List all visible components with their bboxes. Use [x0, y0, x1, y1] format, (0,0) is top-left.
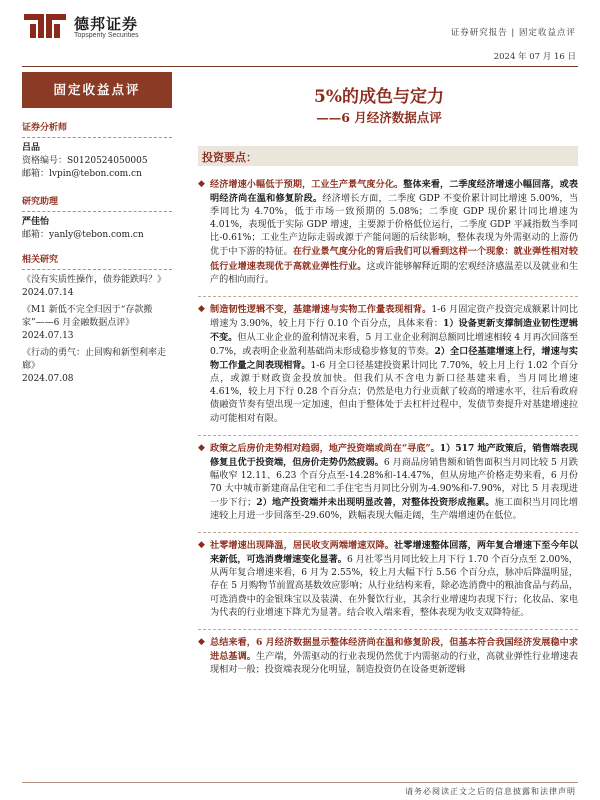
paragraph-text: 1-6 月全口径基建投资累计同比 7.70%，较上月上行 1.02 个百分点，或源于财政资金投放加快。但我们从不含电力新口径基建来看，当月同比增速 4.61%，较上月下行 0.28 个百分点；仍然是电力行业贡献了较高的增速水平，往后看政府债融资节奏有望出现一定加速，但由于整体处于去杠杆过程中，发债节奏提升对基建增速拉动可能相对有限。 [210, 361, 578, 424]
paragraph-text: 1-6 月固定资产投资完成额累计同比增速为 3.90%，较上月下行 0.10 个百分点，具体来看： [210, 304, 578, 329]
footer-divider [22, 782, 578, 783]
document-type: 证券研究报告 | 固定收益点评 [450, 28, 576, 38]
paragraph-lead: 制造韧性逻辑不变，基建增速与实物工作量表现相背。 [210, 303, 432, 315]
section-title: 投资要点： [202, 151, 257, 164]
brand-name-en: Topsperity Securities [74, 32, 139, 39]
paragraph-divider [198, 629, 578, 630]
diamond-bullet-icon: ◆ [198, 179, 205, 189]
diamond-bullet-icon: ◆ [198, 442, 205, 453]
related-date: 2024.07.14 [22, 288, 74, 298]
paragraph-text: 6 月商品房销售额和销售面积当月同比较 5 月跌幅收窄 12.11、6.23 个百分点至-14.28%和-14.47%，但从房地产价格走势来看，6 月份 70 大中城市新建商品住宅和二手住宅当月同比分别为-4.90%和-7.90%，对比 5 月表现进一步下行； [210, 457, 579, 508]
related-item[interactable] [22, 347, 172, 386]
paragraph-lead: 政策之后房价走势相对趋弱，地产投资端或尚在“寻底”。 [210, 442, 440, 454]
related-date: 2024.07.13 [22, 331, 74, 341]
highlight-paragraph [198, 636, 578, 677]
header-divider [22, 66, 578, 67]
investment-highlights [198, 178, 578, 686]
paragraph-text: 生产端，外需驱动的行业表现仍然优于内需驱动的行业，高就业弹性行业增速表现相对一般；投资端表现分化明显，制造投资仍在设备更新逻辑 [210, 651, 579, 675]
analyst-cert: 资格编号：S0120524050005 [22, 156, 148, 166]
paragraph-lead: 经济增速小幅低于预期，工业生产景气度分化。 [210, 179, 404, 190]
paragraph-bold: 在行业景气度分化的背后我们可以看到这样一个现象：就业弹性相对较低行业增速表现优于高就业弹性行业。 [210, 246, 579, 272]
related-title: 《M1 新低不完全归因于“存款搬家”——6 月金融数据点评》 [22, 305, 153, 328]
highlight-paragraph [198, 442, 578, 524]
highlight-paragraph [198, 303, 578, 426]
paragraph-text: 这或许能够解释近期的宏观经济感温差以及就业和生产的相向而行。 [210, 261, 579, 285]
paragraph-bold: 2）全口径基建增速上行，增速与实物工作量之间表现相背。 [210, 346, 578, 372]
paragraph-text: 6 月社零当月同比较上月下行 1.70 个百分点至 2.00%，从两年复合增速来看，6 月为 2.55%，较上月大幅下行 5.56 个百分点，脉冲后降温明显，存在 5 月购物节前置高基数效应影响；从行业结构来看，除必选消费中的粮油食品与药品，可选消费中的金银珠宝以及装潢、在外餐饮行业，其余行业增速均表现下行；化妆品、家电为代表的行业增速下降尤为显著。结合收入端来看，整体表现为收支双降特征。 [210, 555, 579, 618]
analyst-name: 吕品 [22, 143, 41, 153]
report-category-banner: 固定收益点评 [22, 72, 172, 108]
report-title: 5%的成色与定力 [314, 87, 444, 107]
assistant-email[interactable]: 邮箱：yanly@tebon.com.cn [22, 230, 144, 240]
paragraph-divider [198, 435, 578, 436]
highlight-paragraph [198, 539, 578, 620]
paragraph-text: 经济增长方面，二季度 GDP 不变价累计同比增速 5.00%，当季同比为 4.70%，低于市场一致预期的 5.08%；二季度 GDP 现价累计同比增速为 4.01%，表现低于实际 GDP 增速，主要源于价格低位运行，二季度 GDP 平减指数当季同比-0.61%；工业生产边际走弱或源于产能问题的后续影响，整体表现为外需驱动的上游仍优于中下游的特征。 [210, 194, 578, 258]
diamond-bullet-icon: ◆ [198, 636, 205, 647]
related-heading: 相关研究 [22, 254, 172, 270]
related-title: 《没有实质性操作，债券能跌吗？》 [22, 275, 167, 285]
related-title: 《行动的勇气：止回购和新型利率走廊》 [22, 348, 167, 371]
tebon-logo-icon [22, 12, 68, 40]
related-date: 2024.07.08 [22, 374, 74, 384]
paragraph-bold: 2）地产投资端并未出现明显改善，对整体投资形成拖累。 [256, 496, 495, 508]
paragraph-text: 施工面积当月同比增速较上月进一步回落至-29.60%，跌幅表现大幅走阔，生产端增速仍在低位。 [210, 497, 578, 522]
assistant-name: 严佳怡 [22, 217, 50, 227]
diamond-bullet-icon: ◆ [198, 303, 205, 314]
paragraph-divider [198, 296, 578, 297]
paragraph-bold: 1）517 地产政策后，销售端表现修复且优于投资端，但房价走势仍然疲弱。 [210, 442, 578, 468]
paragraph-bold: 1）设备更新支撑制造业韧性逻辑不变。 [210, 317, 578, 343]
highlight-paragraph [198, 178, 578, 287]
paragraph-bold: 社零增速整体回落，两年复合增速下至今年以来新低，可选消费增速变化显著。 [210, 540, 579, 566]
paragraph-divider [198, 532, 578, 533]
footer-disclaimer: 请务必阅读正文之后的信息披露和法律声明 [405, 787, 576, 796]
assistant-heading: 研究助理 [22, 196, 172, 212]
related-item[interactable] [22, 274, 172, 300]
paragraph-bold: 整体来看，二季度经济增速小幅回落，或表明经济尚在温和修复阶段。 [210, 179, 579, 205]
related-item[interactable] [22, 304, 172, 343]
paragraph-text: 但从工业企业的盈利情况来看，5 月工业企业利润总额同比增速相较 4 月再次回落至 0.7%，或表明企业盈利基础尚未形成稳步修复的节奏。 [210, 332, 578, 358]
diamond-bullet-icon: ◆ [198, 540, 205, 551]
related-research-section [22, 254, 172, 386]
paragraph-lead: 社零增速出现降温，居民收支两端增速双降。 [210, 540, 395, 552]
analyst-email[interactable]: 邮箱：lvpin@tebon.com.cn [22, 169, 142, 179]
analyst-heading: 证券分析师 [22, 122, 172, 138]
paragraph-lead: 总结来看，6 月经济数据显示整体经济尚在温和修复阶段，但基本符合我国经济发展稳中求进总基调。 [210, 636, 578, 662]
report-subtitle: ——6 月经济数据点评 [316, 110, 442, 125]
brand-name: 德邦证券 [74, 15, 139, 33]
document-date: 2024 年 07 月 16 日 [493, 52, 576, 62]
assistant-section [22, 196, 172, 242]
analyst-section [22, 122, 172, 181]
